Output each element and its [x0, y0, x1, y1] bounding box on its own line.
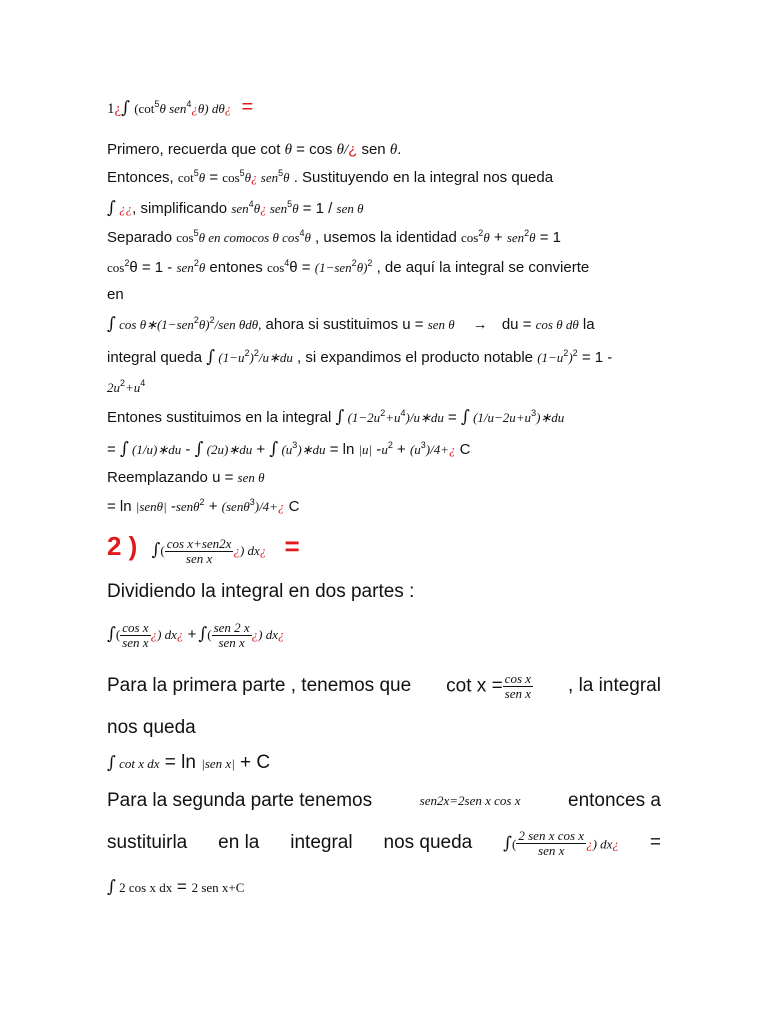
text-line: Primero, recuerda que cot θ = cos θ/¿ sen θ. [107, 141, 402, 158]
fraction: $\frac{\text{cos x}}{\text{sen x}}$ [504, 670, 532, 701]
text-line: ∫ $\cos \theta∗(1-sen^2\theta)^2$/sen θdθ, ahora si sustituimos u = sen θ → du = cos θ dθ la [107, 314, 595, 334]
text-line: integral queda ∫ $(1-u^2)^2/u∗du$ , si expandimos el producto notable $(1-u^2)^2 = 1$ - [107, 347, 613, 367]
text-line: $\cos^2\theta = 1 - sen^2\theta$ entones $\cos^4\theta = (1-sen^2\theta)^2$ , de aquí la integral se convierte [107, 258, 590, 276]
text-line: ∫ ¿¿, simplificando sen$^4$θ¿ sen$^5$θ = 1 / sen θ [107, 198, 364, 218]
text-line: ∫ 2 cos x dx = 2 sen x+C [107, 877, 245, 897]
text-line: Separado $\cos^5\theta$ en comocos θ $\cos^4\theta$ , usemos la identidad $\cos^2\theta + sen^2\theta = 1$ [107, 228, 561, 246]
text-line: sustituirla en la integral nos queda ∫( $\frac{\text{2 sen x cos x}}{\text{sen x}}$ ¿) dx¿ = [107, 827, 661, 858]
text-line: ∫( $\frac{\text{cos x}}{\text{sen x}}$ ¿) dx¿ + ∫( $\frac{\text{sen 2 x}}{\text{sen x}}$ ¿) dx¿ [107, 619, 285, 650]
text-line: ∫ cot x dx = ln |sen x| + C [107, 752, 271, 773]
text-line: Entones sustituimos en la integral ∫ $(1-2u^2+u^4)/u∗du$ = ∫ $(1/u-2u+u^3)∗du$ [107, 407, 565, 427]
integral-sign: ∫ [121, 98, 131, 118]
text-line: Para la segunda parte tenemos sen2x=2sen x cos x entonces a [107, 790, 661, 811]
fraction: $\frac{\text{sen 2 x}}{\text{sen x}}$ [213, 619, 250, 650]
text-line: = ln |senθ| -senθ$^2$ + (senθ$^3$)/4+¿ C [107, 497, 300, 515]
text-line: nos queda [107, 717, 196, 738]
text-line: $2u^2+u^4$ [107, 378, 146, 395]
text-line: Reemplazando u = sen θ [107, 469, 265, 486]
fraction: $\frac{\text{2 sen x cos x}}{\text{sen x}}$ [518, 827, 585, 858]
text-line: Entonces, $\cot^5\theta$ = $\cos^5\theta¿$ sen$^5$θ . Sustituyendo en la integral nos queda [107, 168, 554, 186]
fraction: $\frac{\text{cos x}}{\text{sen x}}$ [122, 619, 149, 650]
text-line: Para la primera parte , tenemos que cot x = $\frac{\text{cos x}}{\text{sen x}}$ , la integral [107, 670, 661, 701]
problem-2-heading: 2 ) ∫( $\frac{\text{cos x+sen2x}}{\text{sen x}}$ ¿) dx¿ = [107, 531, 300, 566]
text-line: en [107, 286, 124, 303]
text-line: Dividiendo la integral en dos partes : [107, 581, 415, 602]
fraction: $\frac{\text{cos x+sen2x}}{\text{sen x}}$ [166, 535, 232, 566]
problem-1-heading: 1¿∫ ($\cot^5\theta$ sen$^4$¿θ) dθ¿ = [107, 96, 254, 118]
text-line: = ∫ (1/u)∗du - ∫ (2u)∗du + ∫ $(u^3)∗du = \ln |u|$ $-u^2$ + $(u^3)/4+¿$ C [107, 439, 471, 459]
